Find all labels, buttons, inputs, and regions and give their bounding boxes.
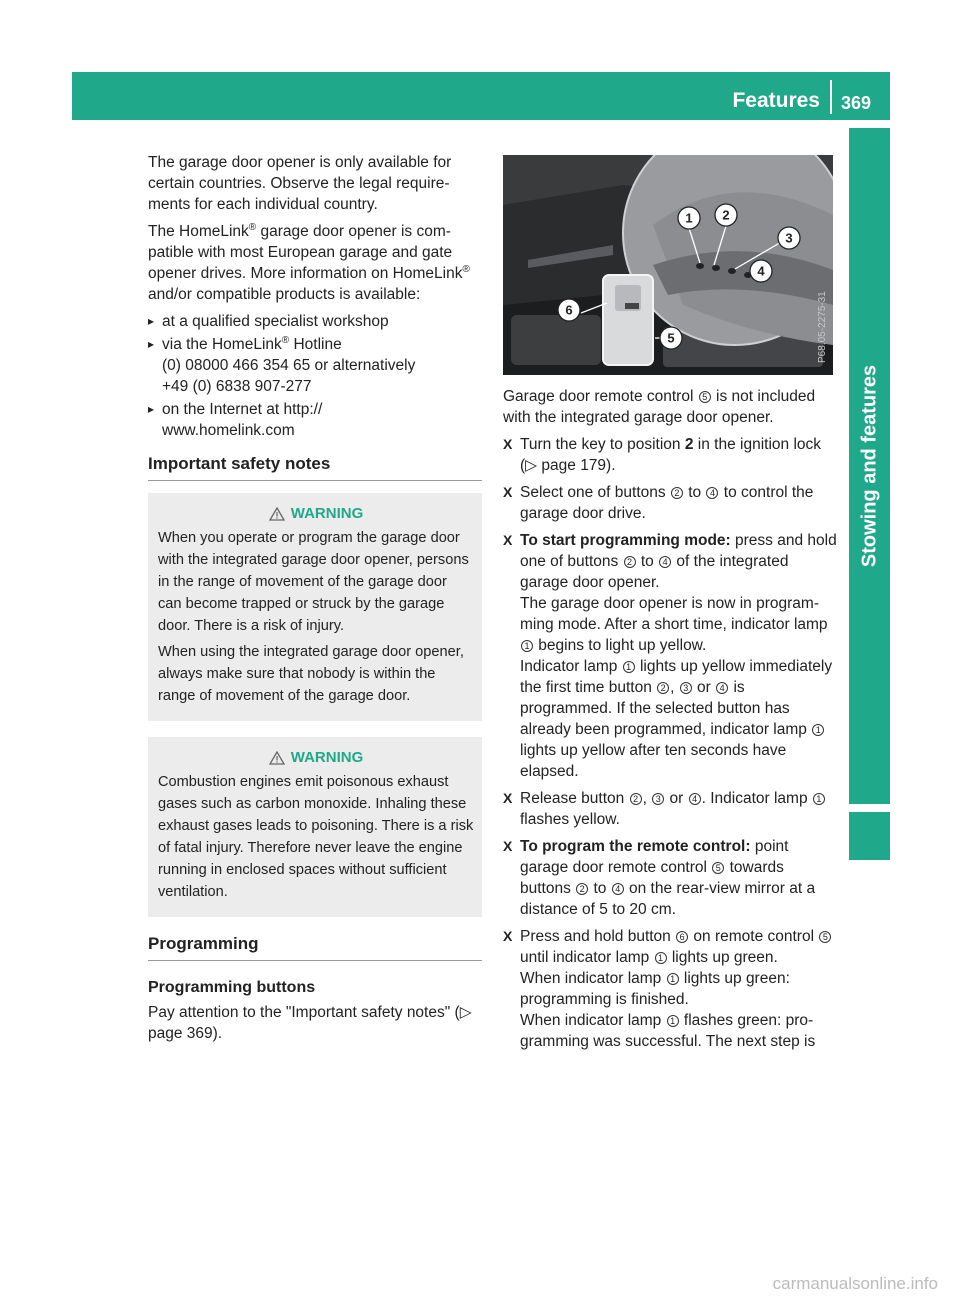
section-title: Features <box>732 89 820 112</box>
callout-marker: 1 <box>623 661 635 673</box>
callout-marker: 2 <box>630 793 642 805</box>
callout-6: 6 <box>565 302 573 318</box>
callout-marker: 2 <box>624 556 636 568</box>
warning-text: Combustion engines emit poisonous exhaust gases such as carbon monoxide. Inhaling these exhaust gases leads to poisoning. There is a risk of fatal injury. Therefore never leave the engine running in enclosed spaces without sufficient ventilation. <box>158 774 474 900</box>
warning-header <box>158 503 474 525</box>
warning-text: When using the integrated garage door opener, always make sure that nobody is within the range of movement of the garage door. <box>158 644 464 704</box>
callout-marker: 6 <box>676 931 688 943</box>
callout-marker: 5 <box>712 862 724 874</box>
left-column <box>148 152 482 1050</box>
side-tab-label: Stowing and features <box>858 364 880 568</box>
list-item: X To start programming mode: press and hold one of buttons 2 to 4 of the integrated garage door opener. The garage door opener is now in programming mode. After a short time, indicator lamp 1 begins to light up yellow. Indicator lamp 1 lights up yellow immediately the first time button 2 , 3 or 4 is programmed. If the selected button has already been programmed, indicator lamp 1 lights up yellow after ten seconds have elapsed. <box>503 532 837 780</box>
programming-steps <box>503 434 838 1052</box>
warning-label: WARNING <box>290 505 364 522</box>
warning-text: When you operate or program the garage door with the integrated garage door opener, persons in the range of movement of the garage door can become trapped or struck by the garage door. There is a risk of injury. <box>158 530 469 634</box>
callout-marker: 4 <box>716 682 728 694</box>
figure-code: P68.05-2275-31 <box>817 291 828 363</box>
page-ref-link[interactable]: page 369). <box>148 1025 223 1042</box>
callout-3: 3 <box>785 230 793 246</box>
remote-intro-paragraph: Garage door remote control 5 is not included with the integrated garage door opener. <box>503 388 816 426</box>
homelink-url[interactable]: www.homelink.com <box>162 422 295 439</box>
warning-box-exhaust <box>148 737 482 917</box>
list-item: ▸ at a qualified specialist workshop <box>148 311 482 332</box>
callout-4: 4 <box>757 263 765 279</box>
heading-programming-buttons: Programming buttons <box>148 979 316 996</box>
callout-marker: 1 <box>667 1015 679 1027</box>
step-marker-icon: X <box>503 790 513 806</box>
list-item: ▸ via the HomeLink® Hotline (0) 08000 466 354 65 or alternatively +49 (0) 6838 907-277 <box>148 334 482 397</box>
list-item: X To program the remote control: point garage door remote control 5 towards buttons 2 to 4 on the rear-view mirror at a distance of 5 to 20 cm. <box>503 838 816 918</box>
callout-marker: 3 <box>652 793 664 805</box>
callout-1: 1 <box>685 210 693 226</box>
callout-marker: 5 <box>699 391 711 403</box>
warning-triangle-icon <box>269 751 285 765</box>
side-tab-block <box>849 812 890 860</box>
attention-paragraph: Pay attention to the "Important safety notes" (▷ page 369). <box>148 1004 472 1042</box>
step-marker-icon: X <box>503 484 513 500</box>
list-item: X Release button 2 , 3 or 4 . Indicator lamp 1 flashes yellow. <box>503 788 838 830</box>
callout-marker: 1 <box>655 952 667 964</box>
right-column <box>503 386 838 1058</box>
warning-header <box>158 747 474 769</box>
callout-marker: 1 <box>812 724 824 736</box>
list-item: X Turn the key to position 2 in the ignition lock (▷ page 179). <box>503 436 822 474</box>
warning-triangle-icon <box>269 507 285 521</box>
list-item: ▸ on the Internet at http:// www.homelink.com <box>148 399 482 441</box>
step-marker-icon: X <box>503 838 513 854</box>
info-source-list <box>148 311 482 441</box>
callout-marker: 1 <box>813 793 825 805</box>
callout-marker: 3 <box>680 682 692 694</box>
header-separator <box>830 80 832 114</box>
page-ref-arrow-icon: ▷ <box>459 1004 472 1021</box>
list-item: X Select one of buttons 2 to 4 to control the garage door drive. <box>503 484 814 522</box>
page-number: 369 <box>841 93 872 113</box>
callout-marker: 2 <box>657 682 669 694</box>
callout-marker: 4 <box>706 487 718 499</box>
intro-paragraph: The garage door opener is only available for certain countries. Observe the legal requirements for each individual country. <box>148 154 452 213</box>
callout-marker: 1 <box>521 640 533 652</box>
list-item: X Press and hold button 6 on remote control 5 until indicator lamp 1 lights up green. When indicator lamp 1 lights up green: programming is finished. When indicator lamp 1 flashes green: programming was successful. The next step is <box>503 926 838 1052</box>
callout-5: 5 <box>667 330 675 346</box>
page-ref-arrow-icon: ▷ <box>525 457 538 474</box>
watermark: carmanualsonline.info <box>772 1274 938 1293</box>
callout-marker: 2 <box>576 883 588 895</box>
callout-marker: 4 <box>659 556 671 568</box>
homelink-paragraph: The HomeLink® garage door opener is compatible with most European garage and gate opener drives. More information on HomeLink® and/or compatible products is available: <box>148 221 470 303</box>
mirror-illustration <box>503 155 833 375</box>
page-ref-link[interactable]: page 179). <box>537 457 616 474</box>
callout-2: 2 <box>722 207 730 223</box>
side-tab-text-wrap <box>849 128 890 804</box>
homelink-photo <box>503 155 833 375</box>
heading-programming: Programming <box>148 933 482 961</box>
step-marker-icon: X <box>503 532 513 548</box>
callout-marker: 5 <box>819 931 831 943</box>
step-marker-icon: X <box>503 928 513 944</box>
warning-box-garage-door <box>148 493 482 721</box>
callout-marker: 2 <box>671 487 683 499</box>
callout-marker: 4 <box>612 883 624 895</box>
callout-marker: 4 <box>689 793 701 805</box>
step-marker-icon: X <box>503 436 513 452</box>
heading-safety-notes: Important safety notes <box>148 453 482 481</box>
warning-label: WARNING <box>290 749 364 766</box>
callout-marker: 1 <box>667 973 679 985</box>
